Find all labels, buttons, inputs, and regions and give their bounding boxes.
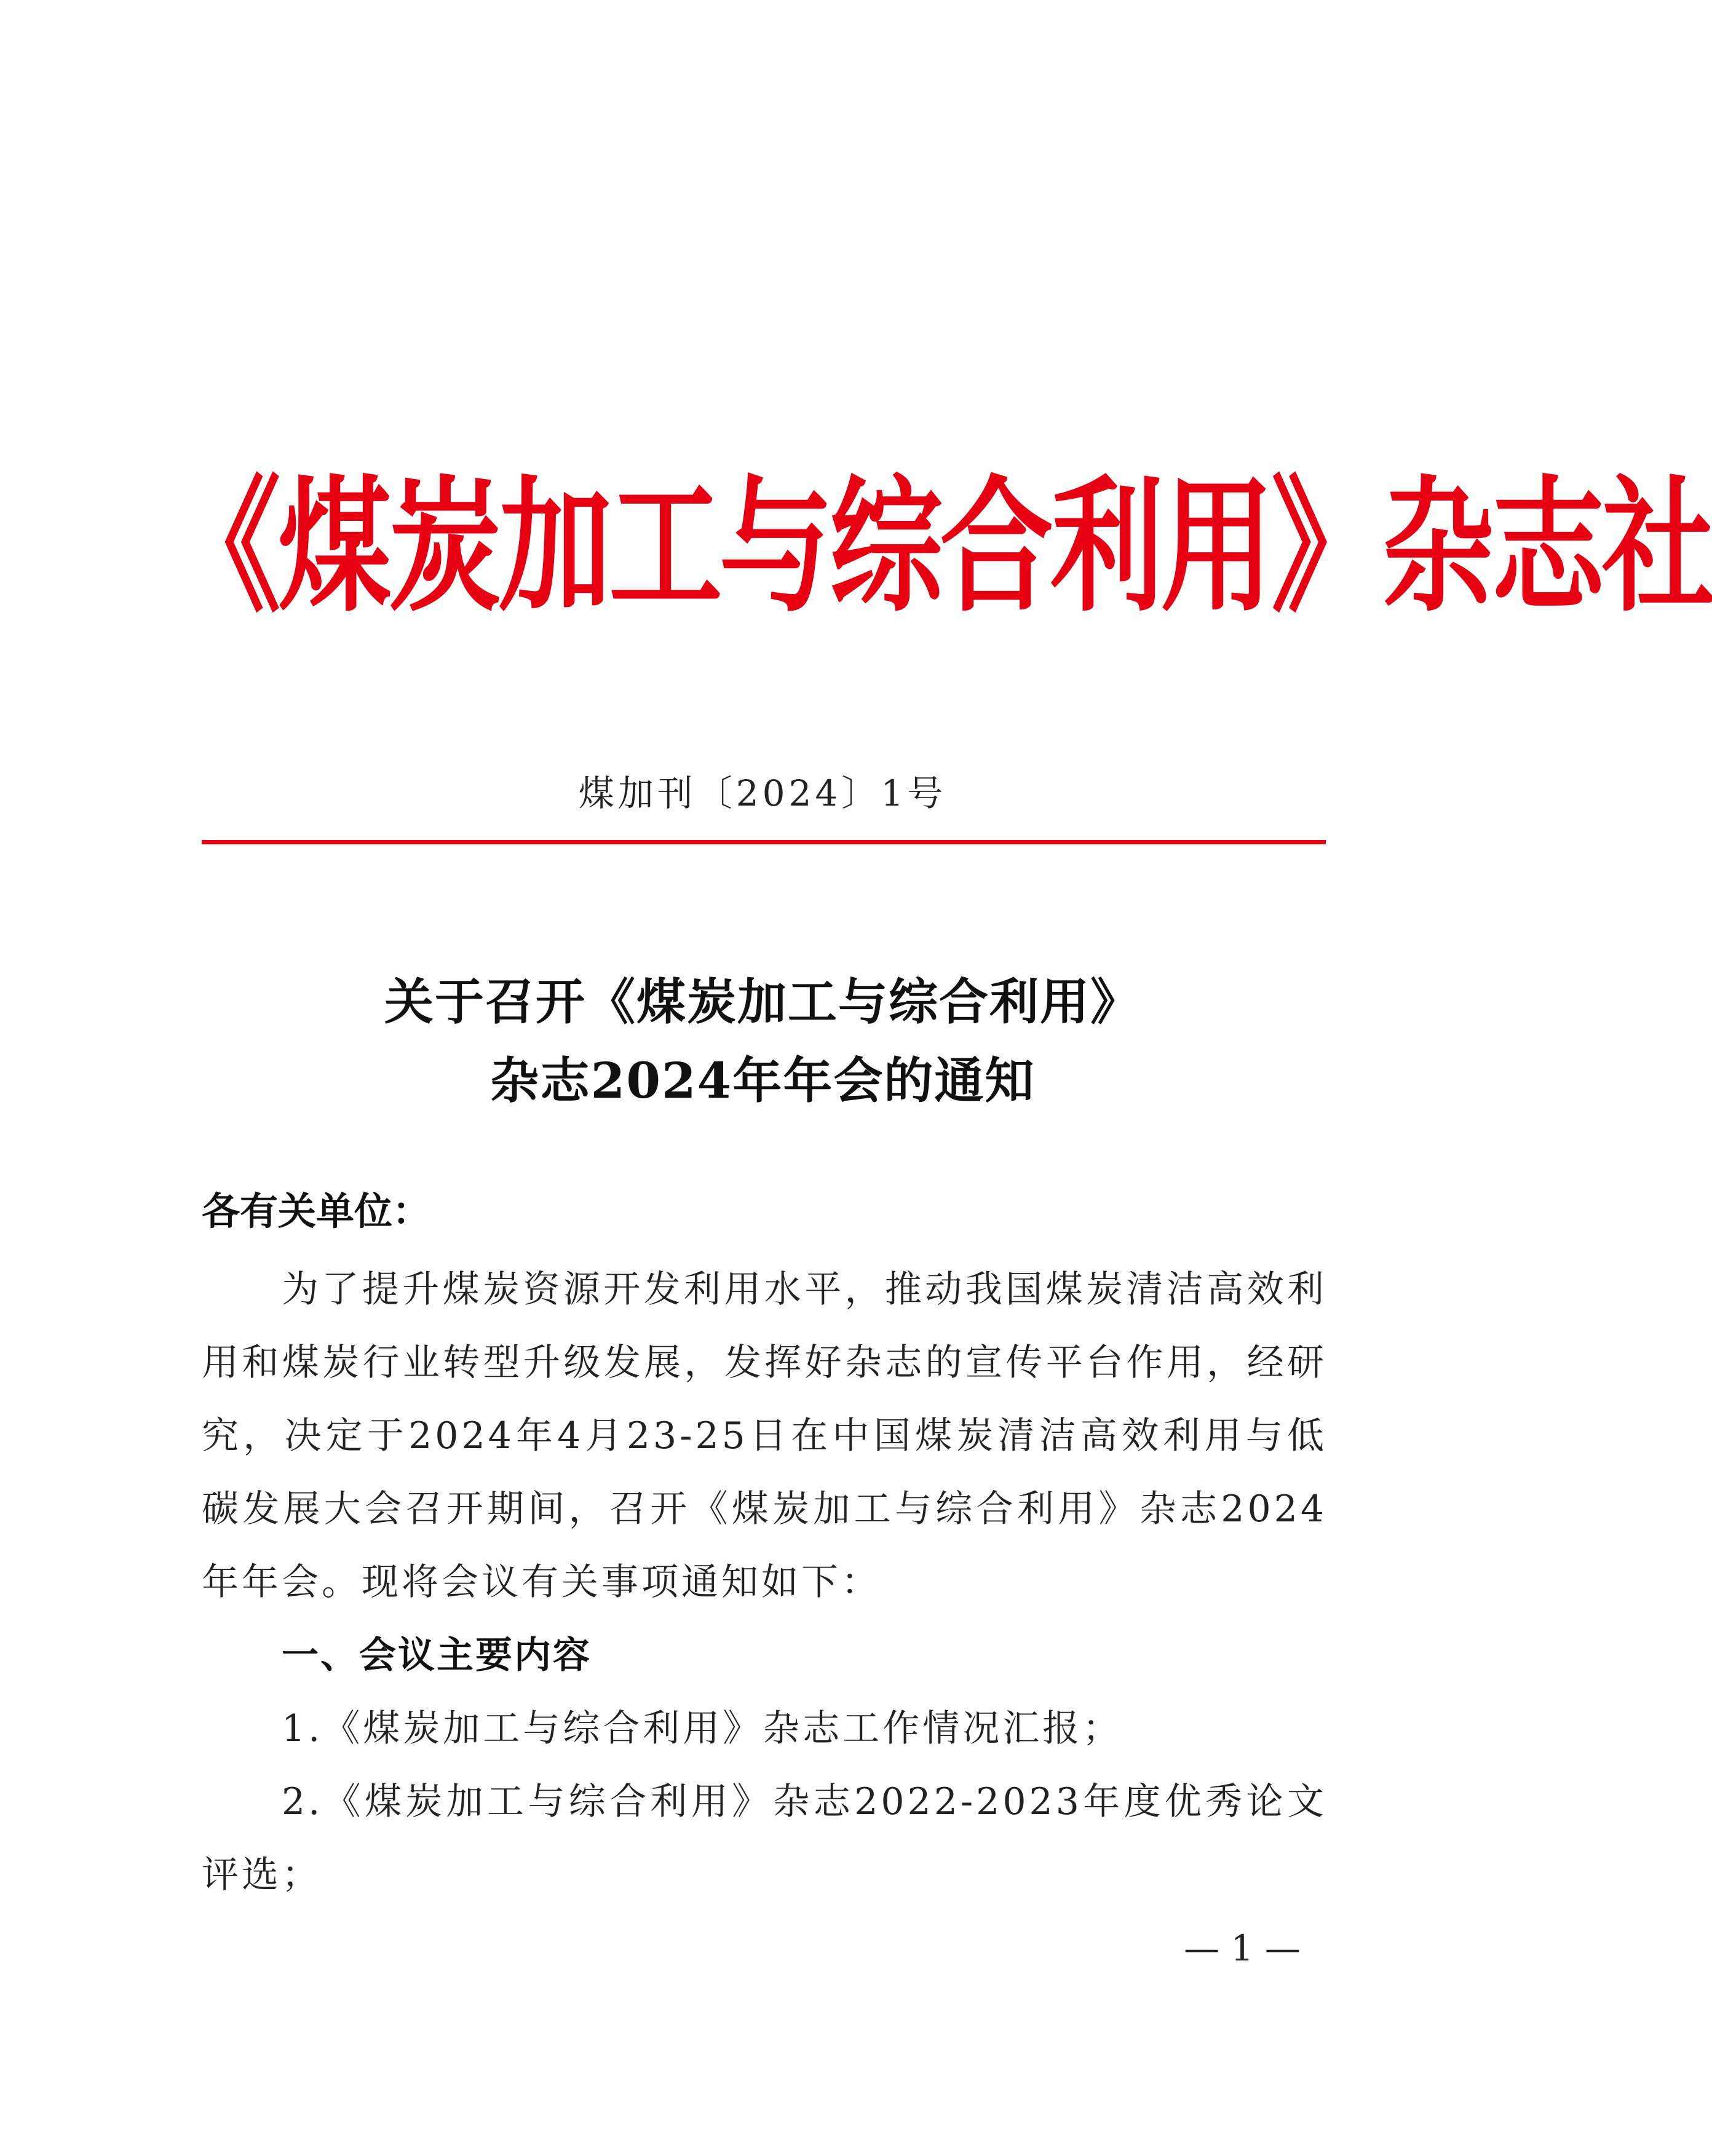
notice-title	[123, 962, 1402, 1120]
red-divider-line	[202, 840, 1326, 844]
notice-title-line-2: 杂志2024年年会的通知	[489, 1052, 1036, 1109]
intro-paragraph: 为了提升煤炭资源开发利用水平，推动我国煤炭清洁高效利用和煤炭行业转型升级发展，发挥好杂志的宣传平台作用，经研究，决定于2024年4月23-25日在中国煤炭清洁高效利用与低碳发展大会召开期间，召开《煤炭加工与综合利用》杂志2024年年会。现将会议有关事项通知如下：	[202, 1268, 1327, 1604]
document-number: 煤加刊〔2024〕1号	[578, 772, 947, 814]
section-heading-meeting-content: 一、会议主要内容	[282, 1634, 592, 1677]
list-item: 2.《煤炭加工与综合利用》杂志2022-2023年度优秀论文评选；	[202, 1780, 1327, 1896]
masthead-title: 《煤炭加工与综合利用》杂志社	[167, 462, 1712, 632]
salutation: 各有关单位：	[202, 1189, 431, 1234]
notice-body	[202, 1253, 1327, 1912]
list-item: 1.《煤炭加工与综合利用》杂志工作情况汇报；	[282, 1707, 1123, 1750]
notice-title-line-1: 关于召开《煤炭加工与综合利用》	[384, 973, 1141, 1031]
page-number: — 1 —	[1184, 1927, 1301, 1969]
